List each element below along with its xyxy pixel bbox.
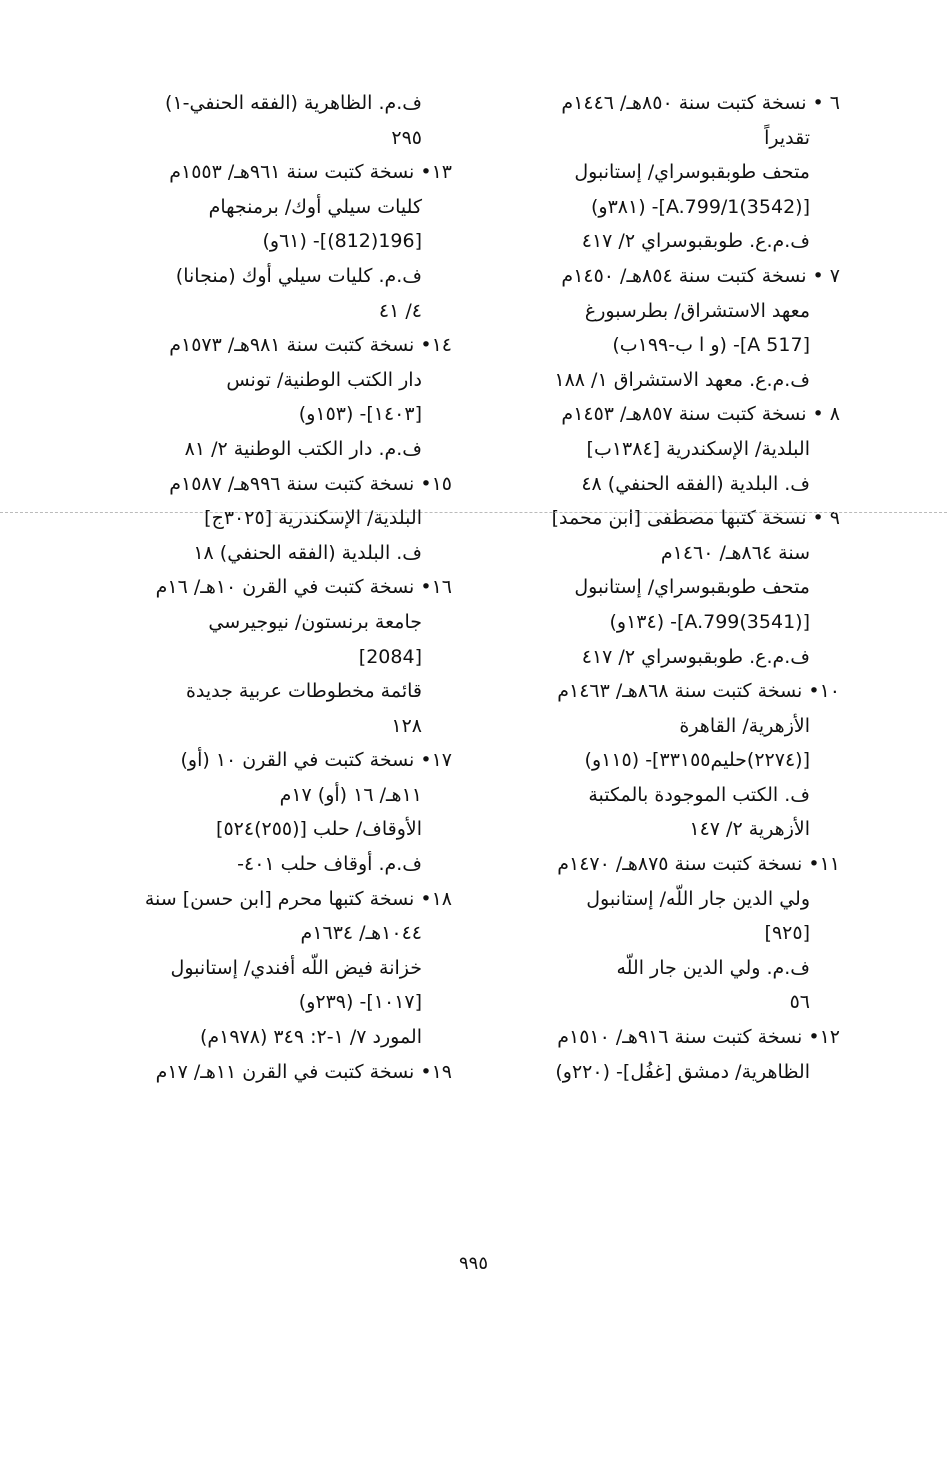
entry-heading: ١٢• نسخة كتبت سنة ٩١٦هـ/ ١٥١٠م (557, 1026, 840, 1049)
entry-line: ف. البلدية (الفقه الحنفي) ١٨ (193, 541, 422, 564)
entry-heading: ٩ • نسخة كتبها مصطفى [ابن محمد] (551, 507, 840, 530)
entry-line: البلدية/ الإسكندرية [٣٠٢٥ج] (204, 507, 422, 530)
entry-line: تقديراً (764, 126, 810, 149)
entry-heading: ١٣• نسخة كتبت سنة ٩٦١هـ/ ١٥٥٣م (169, 161, 452, 184)
entry-line: [196(812)]- (٦١و) (262, 230, 422, 253)
entry-line: ١١هـ/ ١٦ (أو) ١٧م (279, 783, 422, 806)
entry-heading: ١٥• نسخة كتبت سنة ٩٩٦هـ/ ١٥٨٧م (169, 472, 452, 495)
entry-heading: ٨ • نسخة كتبت سنة ٨٥٧هـ/ ١٤٥٣م (561, 403, 840, 426)
entry-line: [١٠١٧]- (٢٣٩و) (298, 991, 422, 1014)
entry-line: ف. البلدية (الفقه الحنفي) ٤٨ (581, 472, 810, 495)
entry-line: دار الكتب الوطنية/ تونس (226, 368, 422, 391)
entry-line: ف.م.ع. طوبقبوسراي ٢/ ٤١٧ (581, 230, 810, 253)
entry-line: ١٢٨ (391, 714, 422, 737)
entry-line: متحف طوبقبوسراي/ إستانبول (574, 576, 810, 599)
entry-line: ف. الكتب الموجودة بالمكتبة (588, 783, 810, 806)
entry-line: ٥٦ (789, 991, 810, 1014)
entry-line: [٩٢٥] (764, 922, 810, 945)
entry-heading: ١١• نسخة كتبت سنة ٨٧٥هـ/ ١٤٧٠م (557, 853, 840, 876)
entry-heading: ١٩• نسخة كتبت في القرن ١١هـ/ ١٧م (155, 1060, 452, 1083)
entry-line: ١٠٤٤هـ/ ١٦٣٤م (300, 922, 422, 945)
page-number: ٩٩٥ (458, 1253, 488, 1274)
entry-line: خزانة فيض اللّه أفندي/ إستانبول (170, 956, 422, 979)
entry-line: ف.م.ع. طوبقبوسراي ٢/ ٤١٧ (581, 645, 810, 668)
entry-line: متحف طوبقبوسراي/ إستانبول (574, 161, 810, 184)
entry-line: [(٢٢٧٤)حليم٣٣١٥٥]- (١١٥و) (584, 749, 810, 772)
entry-heading: ١٨• نسخة كتبها محرم [ابن حسن] سنة (144, 887, 452, 910)
entry-heading: ٦ • نسخة كتبت سنة ٨٥٠هـ/ ١٤٤٦م (561, 92, 840, 114)
entry-line: ف.م. الظاهرية (الفقه الحنفي-١) (165, 92, 422, 114)
entry-line: ف.م. دار الكتب الوطنية ٢/ ٨١ (184, 437, 422, 460)
entry-line: الأزهرية ٢/ ١٤٧ (689, 818, 810, 841)
entry-line: الأزهرية/ القاهرة (679, 714, 810, 737)
entry-line: البلدية/ الإسكندرية [١٣٨٤ب] (586, 437, 810, 460)
entry-line: سنة ٨٦٤هـ/ ١٤٦٠م (660, 541, 810, 564)
entry-line: الأوقاف/ حلب [(٢٥٥)٥٢٤] (216, 818, 422, 841)
entry-line: الظاهرية/ دمشق [غفُل]- (٢٢٠و) (555, 1060, 810, 1083)
right-column (488, 86, 840, 1089)
entry-line: قائمة مخطوطات عربية جديدة (185, 680, 422, 703)
left-column (100, 86, 452, 1089)
entry-line: ولي الدين جار اللّه/ إستانبول (586, 887, 810, 910)
entry-line: [2084] (358, 645, 422, 668)
entry-heading: ١٧• نسخة كتبت في القرن ١٠ (أو) (180, 749, 452, 772)
entry-heading: ٧ • نسخة كتبت سنة ٨٥٤هـ/ ١٤٥٠م (561, 264, 840, 287)
entry-line: [A 517]- (و ا ب-١٩٩ب) (612, 334, 810, 357)
entry-line: [١٤٠٣]- (١٥٣و) (298, 403, 422, 426)
entry-heading: ١٤• نسخة كتبت سنة ٩٨١هـ/ ١٥٧٣م (169, 334, 452, 357)
entry-heading: ١٦• نسخة كتبت في القرن ١٠هـ/ ١٦م (155, 576, 452, 599)
entry-line: جامعة برنستون/ نيوجيرسي (208, 610, 422, 633)
entry-line: كليات سيلي أوك/ برمنجهام (208, 195, 422, 218)
entry-line: ف.م. كليات سيلي أوك (منجانا) (175, 264, 422, 287)
entry-line: ف.م.ع. معهد الاستشراق ١/ ١٨٨ (554, 368, 810, 391)
entry-line: معهد الاستشراق/ بطرسبورغ (584, 299, 810, 322)
entry-heading: ١٠• نسخة كتبت سنة ٨٦٨هـ/ ١٤٦٣م (557, 680, 840, 703)
entry-line: [A.799/1(3542)]- (٣٨١و) (590, 195, 810, 218)
entry-line: [A.799(3541)]- (١٣٤و) (609, 610, 810, 633)
entry-line: ف.م. ولي الدين جار اللّه (616, 956, 810, 979)
entry-line: المورد ٧/ ١-٢: ٣٤٩ (١٩٧٨م) (199, 1026, 422, 1049)
entry-line: ٢٩٥ (391, 126, 422, 149)
entry-line: ٤/ ٤١ (378, 299, 422, 322)
entry-line: ف.م. أوقاف حلب ٤٠١- (237, 853, 422, 876)
